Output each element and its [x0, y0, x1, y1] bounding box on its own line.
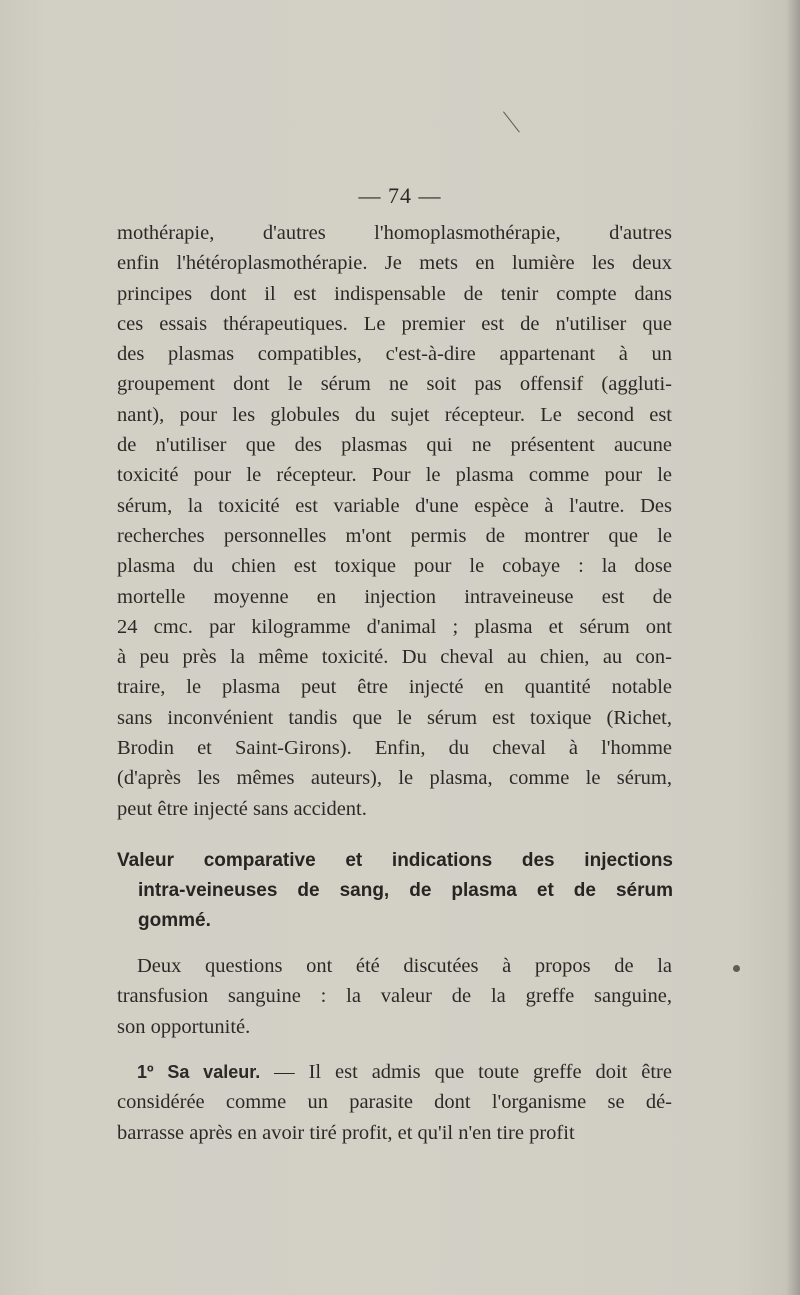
runin-heading: 1º Sa valeur. [137, 1062, 261, 1082]
text-line: à peu près la même toxicité. Du cheval au chien, au con- [117, 646, 672, 669]
text-line [117, 1057, 672, 1087]
text-line: sérum, la toxicité est variable d'une espèce à l'autre. Des [117, 494, 672, 517]
heading-line: intra-veineuses de sang, de plasma et de sérum [138, 880, 673, 901]
stray-pen-mark [503, 111, 520, 132]
text-line: toxicité pour le récepteur. Pour le plasma comme pour le [117, 464, 672, 487]
text-line: mothérapie, d'autres l'homoplasmothérapie, d'autres [117, 222, 672, 244]
text-line: peut être injecté sans accident. [117, 797, 367, 820]
paragraph-sa-valeur [117, 1057, 672, 1148]
text-line: son opportunité. [117, 1015, 251, 1038]
text-line: transfusion sanguine : la valeur de la greffe sanguine, [117, 985, 672, 1008]
text-line: enfin l'hétéroplasmothérapie. Je mets en lumière les deux [117, 252, 672, 275]
text-line: (d'après les mêmes auteurs), le plasma, comme le sérum, [117, 767, 672, 790]
text-line: barrasse après en avoir tiré profit, et qu'il n'en tire profit [117, 1121, 575, 1144]
section-heading [117, 846, 673, 936]
text-line: de n'utiliser que des plasmas qui ne présentent aucune [117, 434, 672, 457]
text-line: Brodin et Saint-Girons). Enfin, du cheval à l'homme [117, 737, 672, 760]
text-line: sans inconvénient tandis que le sérum est toxique (Richet, [117, 706, 672, 729]
text-run: — Il est admis que toute greffe doit être [260, 1061, 672, 1083]
text-line: considérée comme un parasite dont l'organisme se dé- [117, 1091, 672, 1114]
text-line: mortelle moyenne en injection intraveineuse est de [117, 585, 672, 608]
text-line: Deux questions ont été discutées à propos de la [137, 955, 672, 977]
paragraph-two-questions [117, 951, 672, 1042]
text-line: des plasmas compatibles, c'est-à-dire appartenant à un [117, 343, 672, 366]
text-line: principes dont il est indispensable de tenir compte dans [117, 282, 672, 305]
page-number: — 74 — [358, 183, 442, 208]
text-line: 24 cmc. par kilogramme d'animal ; plasma et sérum ont [117, 615, 672, 638]
text-line: plasma du chien est toxique pour le cobaye : la dose [117, 555, 672, 578]
text-line: nant), pour les globules du sujet récepteur. Le second est [117, 403, 672, 426]
text-line: groupement dont le sérum ne soit pas offensif (aggluti- [117, 373, 672, 396]
paragraph-transfusion-plasma [117, 218, 672, 824]
margin-dot [733, 965, 740, 972]
heading-line: Valeur comparative et indications des injections [117, 850, 673, 871]
text-line: traire, le plasma peut être injecté en quantité notable [117, 676, 672, 699]
heading-line: gommé. [138, 910, 211, 931]
text-line: recherches personnelles m'ont permis de montrer que le [117, 524, 672, 547]
text-line: ces essais thérapeutiques. Le premier est de n'utiliser que [117, 312, 672, 335]
